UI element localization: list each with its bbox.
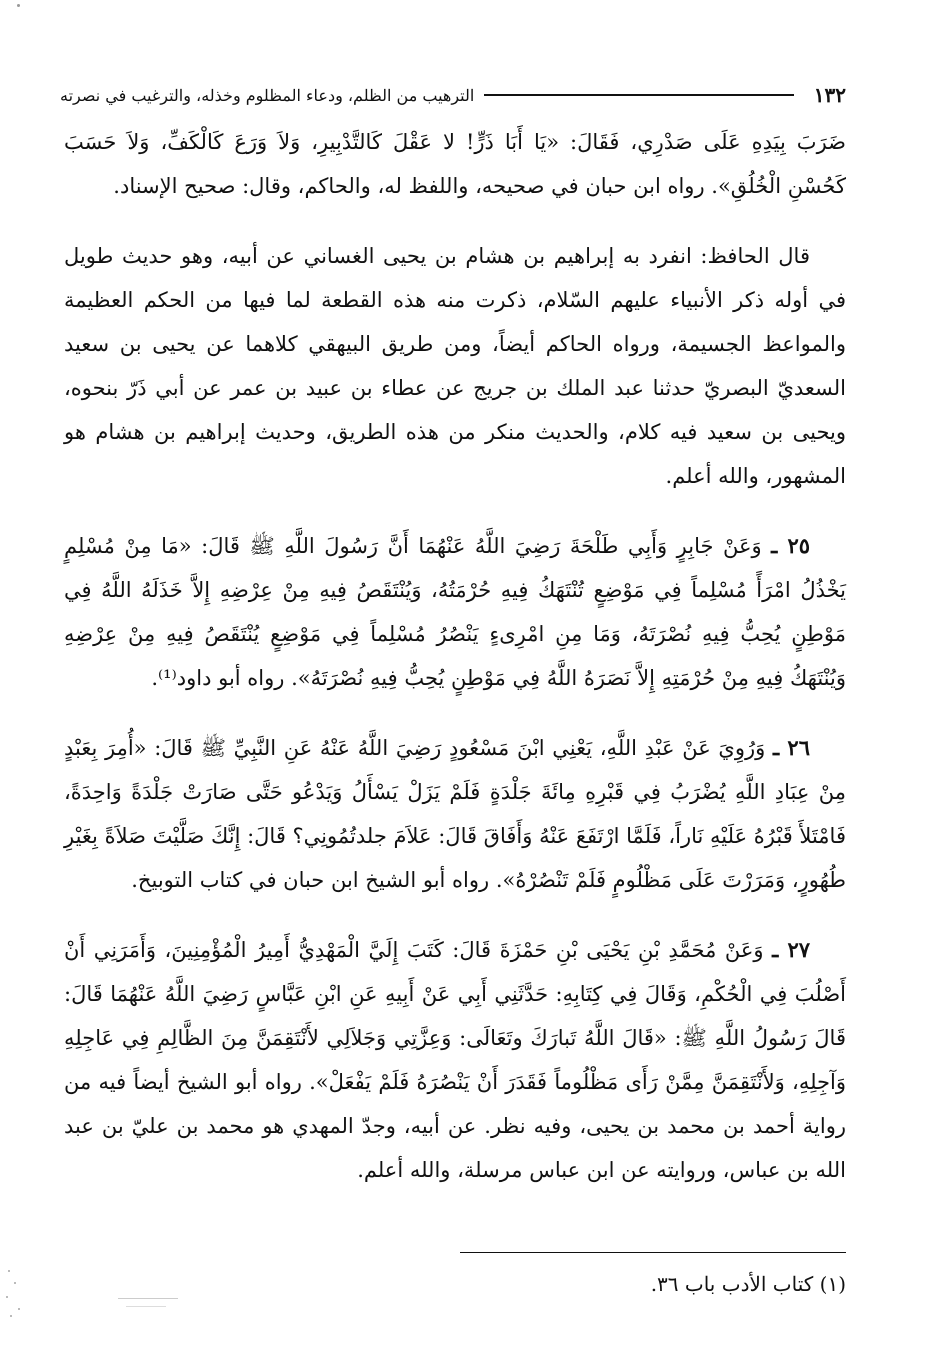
hadith-number: ٢٥ ـ bbox=[771, 533, 810, 558]
hadith-25 bbox=[64, 524, 846, 700]
header-rule bbox=[484, 94, 793, 96]
hadith-number: ٢٧ ـ bbox=[772, 937, 810, 962]
scan-speck bbox=[17, 4, 20, 7]
speck bbox=[6, 1296, 8, 1298]
page-body bbox=[64, 120, 846, 1218]
faint-mark bbox=[118, 1298, 178, 1299]
page-number: ١٣٢ bbox=[813, 83, 846, 107]
paragraph-commentary: قال الحافظ: انفرد به إبراهيم بن هشام بن يحيى الغساني عن أبيه، وهو حديث طويل في أوله ذكر الأنبياء عليهم السّلام، ذكرت منه هذه القطعة لما فيها من الحكم العظيمة والمواعظ الجسيمة، ورواه الحاكم أيضاً، ومن طريق البيهقي كلاهما عن يحيى بن سعيد السعديّ البصريّ حدثنا عبد الملك بن جريج عن عطاء بن عبيد بن عمر عن أبي ذَرّ بنحوه، ويحيى بن سعيد فيه كلام، والحديث منكر من هذه الطريق، وحديث إبراهيم بن هشام هو المشهور، والله أعلم. bbox=[64, 244, 846, 488]
hadith-text: وَعَنْ جَابِرٍ وَأَبِي طَلْحَةَ رَضِيَ اللَّهُ عَنْهُمَا أَنَّ رَسُولَ اللَّهِ ﷺ قَالَ: «مَا مِنْ مُسْلِمٍ يَخْذُلُ امْرَأً مُسْلِماً فِي مَوْضِعٍ تُنْتَهَكُ فِيهِ حُرْمَتُهُ، وَيُنْتَقَصُ فِيهِ مِنْ عِرْضِهِ إِلاَّ خَذَلَهُ اللَّهُ فِي مَوْطِنٍ يُحِبُّ فِيهِ نُصْرَتَهُ، وَمَا مِنِ امْرِىءٍ يَنْصُرُ مُسْلِماً فِي مَوْضِعٍ يُنْتَقَصُ فِيهِ مِنْ عِرْضِهِ وَيُنْتَهَكُ فِيهِ مِنْ حُرْمَتِهِ إِلاَّ نَصَرَهُ اللَّهُ فِي مَوْطِنٍ يُحِبُّ فِيهِ نُصْرَتَهُ». رواه أبو داود⁽¹⁾. bbox=[64, 534, 846, 690]
hadith-27 bbox=[64, 928, 846, 1192]
speck bbox=[8, 1270, 10, 1272]
speck bbox=[14, 1282, 16, 1284]
footnote: (١) كتاب الأدب باب ٣٦. bbox=[650, 1272, 846, 1296]
hadith-text: وَعَنْ مُحَمَّدِ بْنِ يَحْيَى بْنِ حَمْزَةَ قَالَ: كَتَبَ إِلَيَّ الْمَهْدِيُّ أَمِيرُ الْمُؤْمِنِينَ، وَأَمَرَنِي أَنْ أَصْلُبَ فِي الْحُكْمِ، وَقَالَ فِي كِتَابِهِ: حَدَّثَنِي أَبِي عَنْ أَبِيهِ عَنِ ابْنِ عَبَّاسٍ رَضِيَ اللَّهُ عَنْهُمَا قَالَ: قَالَ رَسُولُ اللَّهِ ﷺ: «قَالَ اللَّهُ تَبارَكَ وتَعَالَى: وَعِزَّتِي وَجَلاَلِي لأَنْتَقِمَنَّ مِنَ الظَّالِمِ فِي عَاجِلِهِ وَآجِلِهِ، وَلأَنْتَقِمَنَّ مِمَّنْ رَأَى مَظْلُوماً فَقَدَرَ أَنْ يَنْصُرَهُ فَلَمْ يَفْعَلْ». رواه أبو الشيخ أيضاً فيه من رواية أحمد بن محمد بن يحيى، وفيه نظر. عن أبيه، وجدّ المهدي هو محمد بن عليّ بن عبد الله بن عباس، وروايته عن ابن عباس مرسلة، والله أعلم. bbox=[64, 938, 846, 1182]
paragraph-continuation: ضَرَبَ بِيَدِهِ عَلَى صَدْرِي، فَقَالَ: «يَا أَبَا ذَرٍّ! لا عَقْلَ كَالتَّدْبِيرِ، وَلاَ وَرَعَ كَالْكَفِّ، وَلاَ حَسَبَ كَحُسْنِ الْخُلُقِ». رواه ابن حبان في صحيحه، واللفظ له، والحاكم، وقال: صحيح الإسناد. bbox=[64, 130, 846, 198]
running-title: الترهيب من الظلم، ودعاء المظلوم وخذله، والترغيب في نصرته bbox=[60, 85, 475, 105]
hadith-text: وَرُوِيَ عَنْ عَبْدِ اللَّهِ، يَعْنِي ابْنَ مَسْعُودٍ رَضِيَ اللَّهُ عَنْهُ عَنِ النَّبِيِّ ﷺ قَالَ: «أُمِرَ بِعَبْدٍ مِنْ عِبَادِ اللَّهِ يُضْرَبُ فِي قَبْرِهِ مِائَةَ جَلْدَةٍ فَلَمْ يَزَلْ يَسْأَلُ وَيَدْعُو حَتَّى صَارَتْ جَلْدَةً وَاحِدَةً، فَامْتَلأَ قَبْرُهُ عَلَيْهِ نَاراً، فَلَمَّا ارْتَفَعَ عَنْهُ وَأَفَاقَ قَالَ: عَلاَمَ جلدتُمُونِي؟ قَالَ: إِنَّكَ صَلَّيْتَ صَلاَةً بِغَيْرِ طُهُورٍ، وَمَرَرْتَ عَلَى مَظْلُومٍ فَلَمْ تَنْصُرْهُ». رواه أبو الشيخ ابن حبان في كتاب التوبيخ. bbox=[64, 736, 846, 892]
page-header bbox=[60, 78, 846, 112]
margin-specks bbox=[0, 1260, 40, 1320]
speck bbox=[18, 1308, 20, 1310]
footnote-separator bbox=[460, 1252, 846, 1253]
hadith-number: ٢٦ ـ bbox=[772, 735, 810, 760]
hadith-26 bbox=[64, 726, 846, 902]
faint-mark bbox=[126, 1306, 166, 1307]
speck bbox=[10, 1315, 12, 1317]
